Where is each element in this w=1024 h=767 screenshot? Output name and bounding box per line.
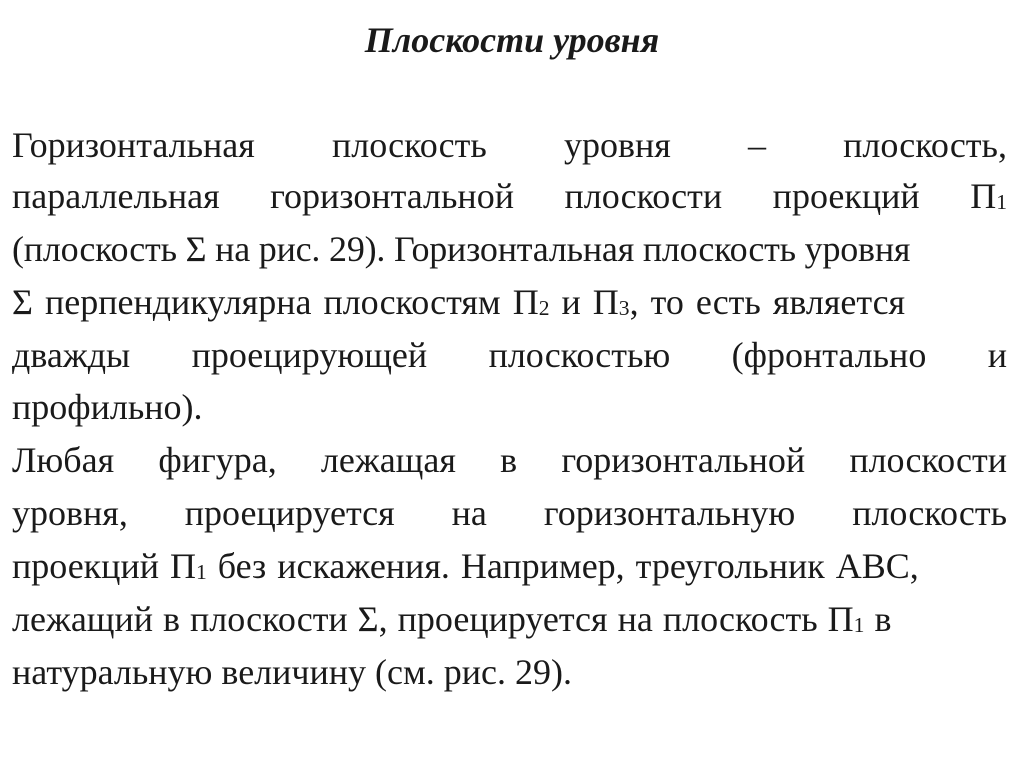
word: (фронтально <box>731 335 927 375</box>
word: лежащая <box>320 440 456 480</box>
word: плоскость <box>332 125 487 165</box>
paragraph-1-line-4: Σ перпендикулярна плоскостям $П_2$ и $П_3$, то есть является <box>12 282 906 322</box>
word: плоскости <box>849 440 1007 480</box>
word: уровня, <box>12 493 128 533</box>
word: горизонтальную <box>543 493 796 533</box>
word: проекций <box>772 176 920 216</box>
word: – <box>747 125 766 165</box>
word: дважды <box>12 335 131 375</box>
word: в <box>500 440 518 480</box>
word: плоскостью <box>488 335 671 375</box>
word: горизонтальной <box>270 176 514 216</box>
word: плоскость <box>852 493 1007 533</box>
paragraph-2-line-5: натуральную величину (см. рис. 29). <box>12 652 573 692</box>
word: и <box>987 335 1007 375</box>
word: Горизонтальная <box>12 125 255 165</box>
paragraph-2-line-4: лежащий в плоскости Σ, проецируется на плоскость $П_1$ в <box>12 599 892 639</box>
word: проецируется <box>184 493 395 533</box>
paragraph-1-line-3: (плоскость Σ на рис. 29). Горизонтальная плоскость уровня <box>12 229 911 269</box>
word: плоскости <box>564 176 723 216</box>
word: параллельная <box>12 176 220 216</box>
word: фигура, <box>158 440 277 480</box>
slide-title: Плоскости уровня <box>364 20 660 60</box>
word: на <box>451 493 487 533</box>
word: проецирующей <box>191 335 428 375</box>
paragraph-2-line-1 <box>12 439 1007 481</box>
paragraph-1-line-6: профильно). <box>12 387 203 427</box>
paragraph-2-line-2 <box>12 492 1007 534</box>
paragraph-1-line-5 <box>12 334 1007 376</box>
projection-plane-symbol: $П_1$ <box>970 176 1007 216</box>
word: плоскость, <box>843 125 1007 165</box>
word: уровня <box>563 125 671 165</box>
paragraph-1-line-1 <box>12 124 1007 166</box>
paragraph-1-line-2 <box>12 175 1007 222</box>
paragraph-2-line-3: проекций $П_1$ без искажения. Например, треугольник ABC, <box>12 546 919 586</box>
word: Любая <box>12 440 115 480</box>
word: горизонтальной <box>561 440 806 480</box>
